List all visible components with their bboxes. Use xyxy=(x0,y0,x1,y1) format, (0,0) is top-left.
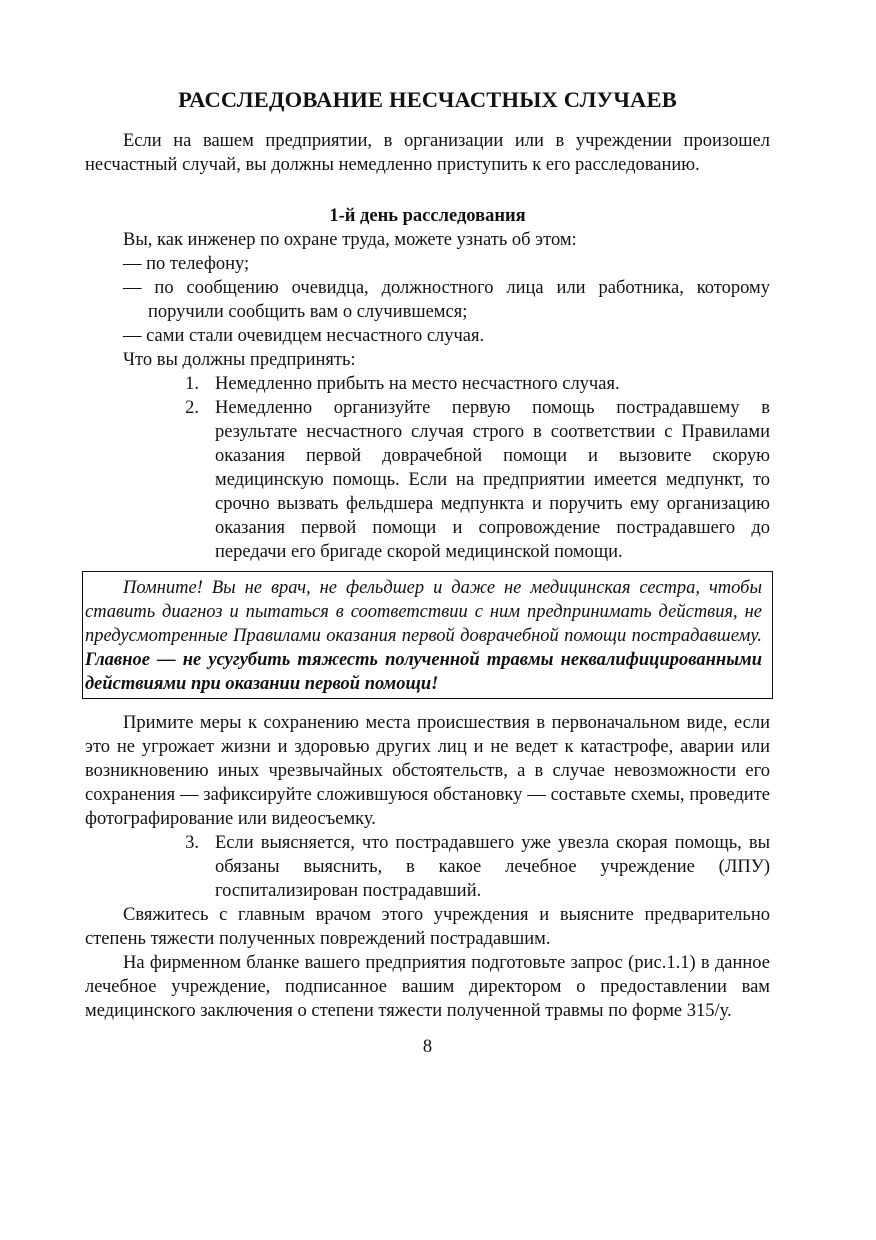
intro-paragraph: Если на вашем предприятии, в организации или в учреждении произошел несчастный случай, вы должны немедленно приступить к его расследованию. xyxy=(85,131,770,175)
actions-lead: Что вы должны предпринять: xyxy=(123,350,356,370)
steps-list xyxy=(85,372,770,564)
page-title: РАССЛЕДОВАНИЕ НЕСЧАСТНЫХ СЛУЧАЕВ xyxy=(178,87,677,112)
warning-bold: Главное — не усугубить тяжесть полученной травмы неквалифицированными действиями при оказании первой помощи! xyxy=(85,650,762,694)
step-number: 1. xyxy=(185,374,199,394)
step-number: 3. xyxy=(185,833,199,853)
step-text: Немедленно прибыть на место несчастного случая. xyxy=(215,374,620,394)
list-item xyxy=(162,372,770,396)
preserve-paragraph: Примите меры к сохранению места происшествия в первоначальном виде, если это не угрожает жизни и здоровью других лиц и не ведет к катастрофе, аварии или возникновению иных чрезвычайных обстоятельств, а в случае невозможности его сохранения — зафиксируйте сложившуюся обстановку — составьте схемы, проведите фотографирование или видеосъемку. xyxy=(85,713,770,829)
way-item: — по сообщению очевидца, должностного лица или работника, которому поручили сообщить вам о случившемся; xyxy=(123,278,770,322)
warning-box xyxy=(82,571,773,699)
document-page xyxy=(85,0,770,1059)
step-text: Если выясняется, что пострадавшего уже увезла скорая помощь, вы обязаны выяснить, в какое лечебное учреждение (ЛПУ) госпитализирован пострадавший. xyxy=(215,833,770,901)
warning-text xyxy=(85,576,762,696)
warning-italic: Помните! Вы не врач, не фельдшер и даже не медицинская сестра, чтобы ставить диагноз и пытаться в соответствии с ним предпринимать действия, не предусмотренные Правилами оказания первой доврачебной помощи пострадавшему. xyxy=(85,578,762,646)
list-item xyxy=(162,396,770,564)
section-subtitle: 1-й день расследования xyxy=(329,206,526,226)
steps-list-continued xyxy=(85,831,770,903)
lead-paragraph: Вы, как инженер по охране труда, можете узнать об этом: xyxy=(123,230,577,250)
step-number: 2. xyxy=(185,398,199,418)
way-item: — сами стали очевидцем несчастного случая. xyxy=(123,326,485,346)
request-paragraph: На фирменном бланке вашего предприятия подготовьте запрос (рис.1.1) в данное лечебное учреждение, подписанное вашим директором о предоставлении вам медицинского заключения о степени тяжести полученной травмы по форме 315/у. xyxy=(85,953,770,1021)
list-item xyxy=(162,831,770,903)
page-number: 8 xyxy=(422,1037,433,1057)
contact-paragraph: Свяжитесь с главным врачом этого учреждения и выясните предварительно степень тяжести полученных повреждений пострадавшим. xyxy=(85,905,770,949)
way-item: — по телефону; xyxy=(123,254,250,274)
step-text: Немедленно организуйте первую помощь пострадавшему в результате несчастного случая строго в соответствии с Правилами оказания первой доврачебной помощи и вызовите скорую медицинскую помощь. Если на предприятии имеется медпункт, то срочно вызвать фельдшера медпункта и поручить ему организацию оказания первой помощи и сопровождение пострадавшего до передачи его бригаде скорой медицинской помощи. xyxy=(215,398,770,562)
